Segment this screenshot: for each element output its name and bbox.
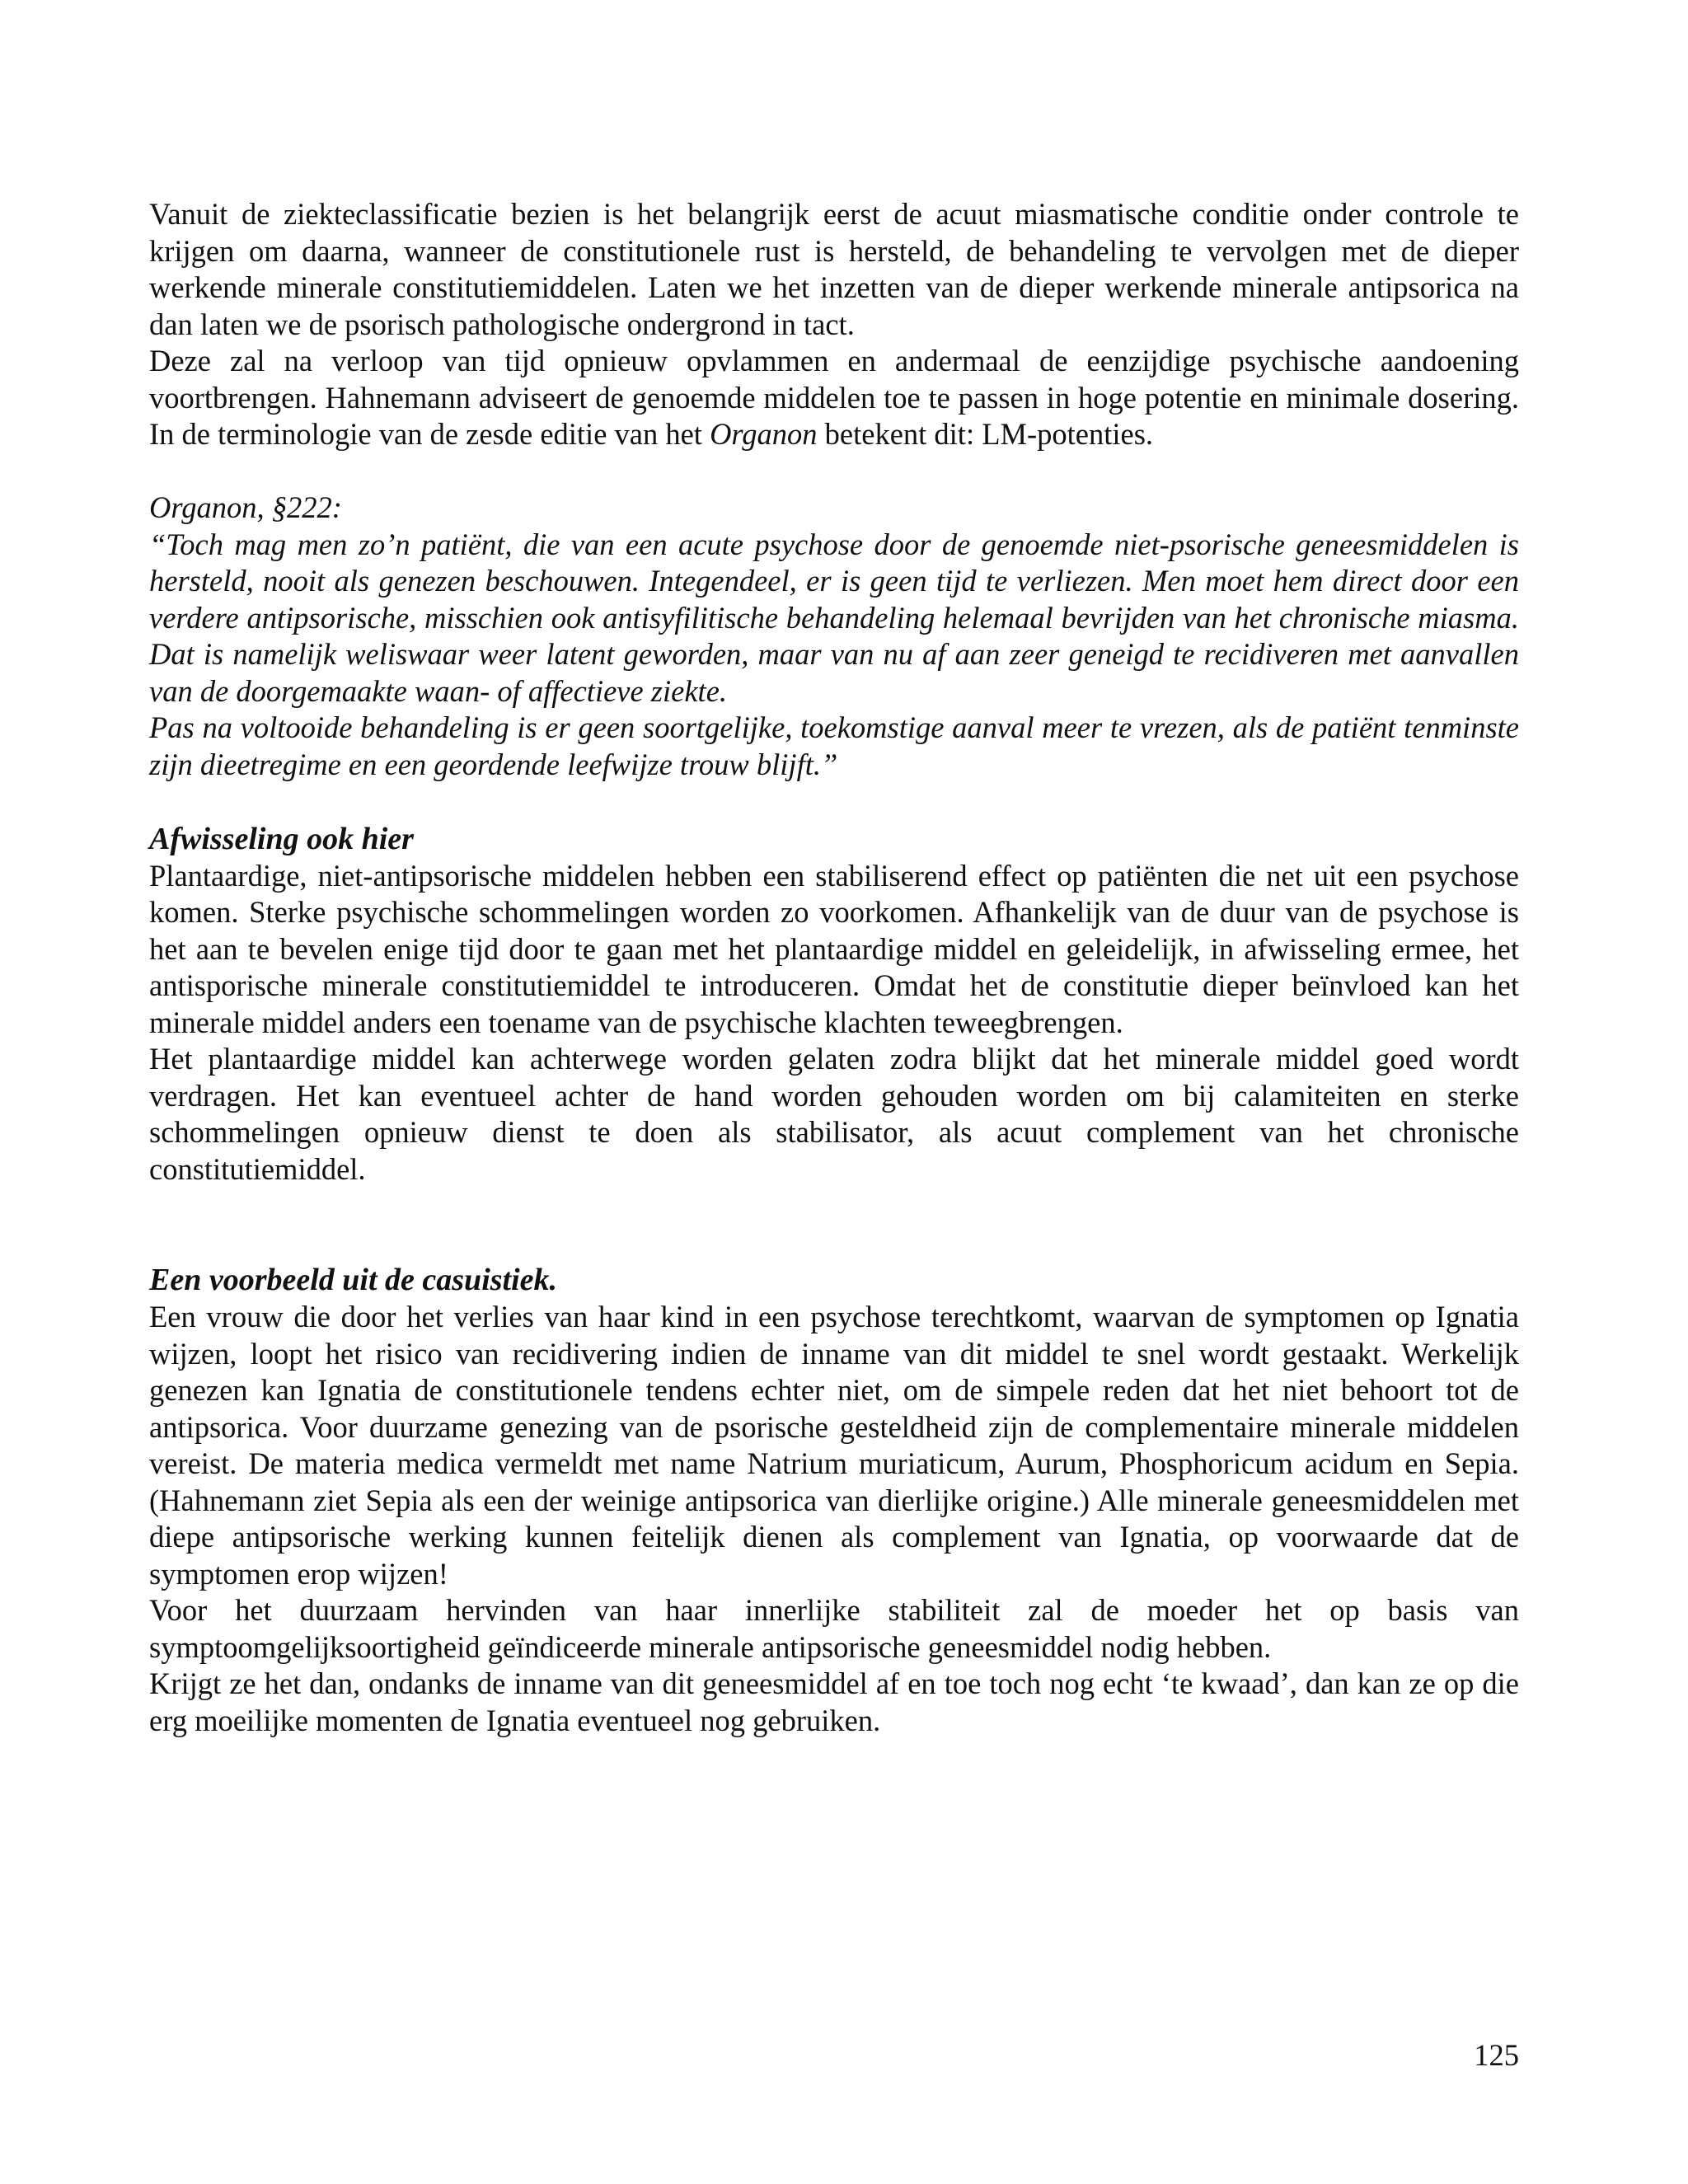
intro-paragraph-1: Vanuit de ziekteclassificatie bezien is het belangrijk eerst de acuut miasmatische conditie onder controle te krijgen om daarna, wanneer de constitutionele rust is hersteld, de behandeling te vervolgen met de dieper werkende minerale constitutiemiddelen. Laten we het inzetten van de dieper werkende minerale antipsorica na dan laten we de psorisch pathologische ondergrond in tact. — [149, 197, 1519, 341]
intro-paragraph-2-text: Deze zal na verloop van tijd opnieuw opvlammen en andermaal de eenzijdige psychische aandoening voortbrengen. Hahnemann adviseert de genoemde middelen toe te passen in hoge potentie en minimale dosering. In de terminologie van de zesde editie van het — [149, 344, 1519, 451]
page-number: 125 — [1474, 2038, 1519, 2072]
section-heading-voorbeeld: Een voorbeeld uit de casuistiek. — [149, 1263, 558, 1297]
section-heading-afwisseling: Afwisseling ook hier — [149, 821, 414, 856]
section-2-paragraph-2: Voor het duurzaam hervinden van haar innerlijke stabiliteit zal de moeder het op basis van symptoomgelijksoortigheid geïndiceerde minerale antipsorische geneesmiddel nodig hebben. — [149, 1593, 1519, 1664]
spacer — [149, 1188, 1519, 1261]
intro-paragraph-2 — [149, 343, 1519, 453]
section-2-paragraph-3: Krijgt ze het dan, ondanks de inname van dit geneesmiddel af en toe toch nog echt ‘te kwaad’, dan kan ze op die erg moeilijke momenten de Ignatia eventueel nog gebruiken. — [149, 1666, 1519, 1737]
page-body — [149, 196, 1519, 1739]
quote-source: Organon, §222: — [149, 490, 342, 524]
section-1-paragraph-1: Plantaardige, niet-antipsorische middelen hebben een stabiliserend effect op patiënten die net uit een psychose komen. Sterke psychische schommelingen worden zo voorkomen. Afhankelijk van de duur van de psychose is het aan te bevelen enige tijd door te gaan met het plantaardige middel en geleidelijk, in afwisseling ermee, het antisporische minerale constitutiemiddel te introduceren. Omdat het de constitutie dieper beïnvloed kan het minerale middel anders een toename van de psychische klachten teweegbrengen. — [149, 858, 1519, 1039]
quote-text-2: Pas na voltooide behandeling is er geen soortgelijke, toekomstige aanval meer te vrezen, als de patiënt tenminste zijn dieetregime en een geordende leefwijze trouw blijft.” — [149, 710, 1519, 781]
spacer — [149, 783, 1519, 820]
quote-text-1: “Toch mag men zo’n patiënt, die van een acute psychose door de genoemde niet-psorische geneesmiddelen is hersteld, nooit als genezen beschouwen. Integendeel, er is geen tijd te verliezen. Men moet hem direct door een verdere antipsorische, misschien ook antisyfilitische behandeling helemaal bevrijden van het chronische miasma. Dat is namelijk weliswaar weer latent geworden, maar van nu af aan zeer geneigd te recidiveren met aanvallen van de doorgemaakte waan- of affectieve ziekte. — [149, 527, 1519, 708]
section-2-paragraph-1: Een vrouw die door het verlies van haar kind in een psychose terechtkomt, waarvan de symptomen op Ignatia wijzen, loopt het risico van recidivering indien de inname van dit middel te snel wordt gestaakt. Werkelijk genezen kan Ignatia de constitutionele tendens echter niet, om de simpele reden dat het niet behoort tot de antipsorica. Voor duurzame genezing van de psorische gesteldheid zijn de complementaire minerale middelen vereist. De materia medica vermeldt met name Natrium muriaticum, Aurum, Phosphoricum acidum en Sepia. (Hahnemann ziet Sepia als een der weinige antipsorica van dierlijke origine.) Alle minerale geneesmiddelen met diepe antipsorische werking kunnen feitelijk dienen als complement van Ignatia, op voorwaarde dat de symptomen erop wijzen! — [149, 1300, 1519, 1591]
section-1-paragraph-2: Het plantaardige middel kan achterwege worden gelaten zodra blijkt dat het minerale middel goed wordt verdragen. Het kan eventueel achter de hand worden gehouden worden om bij calamiteiten en sterke schommelingen opnieuw dienst te doen als stabilisator, als acuut complement van het chronische constitutiemiddel. — [149, 1042, 1519, 1186]
organon-reference: Organon — [710, 417, 818, 451]
spacer — [149, 453, 1519, 490]
intro-paragraph-2-tail: betekent dit: LM-potenties. — [824, 417, 1154, 451]
